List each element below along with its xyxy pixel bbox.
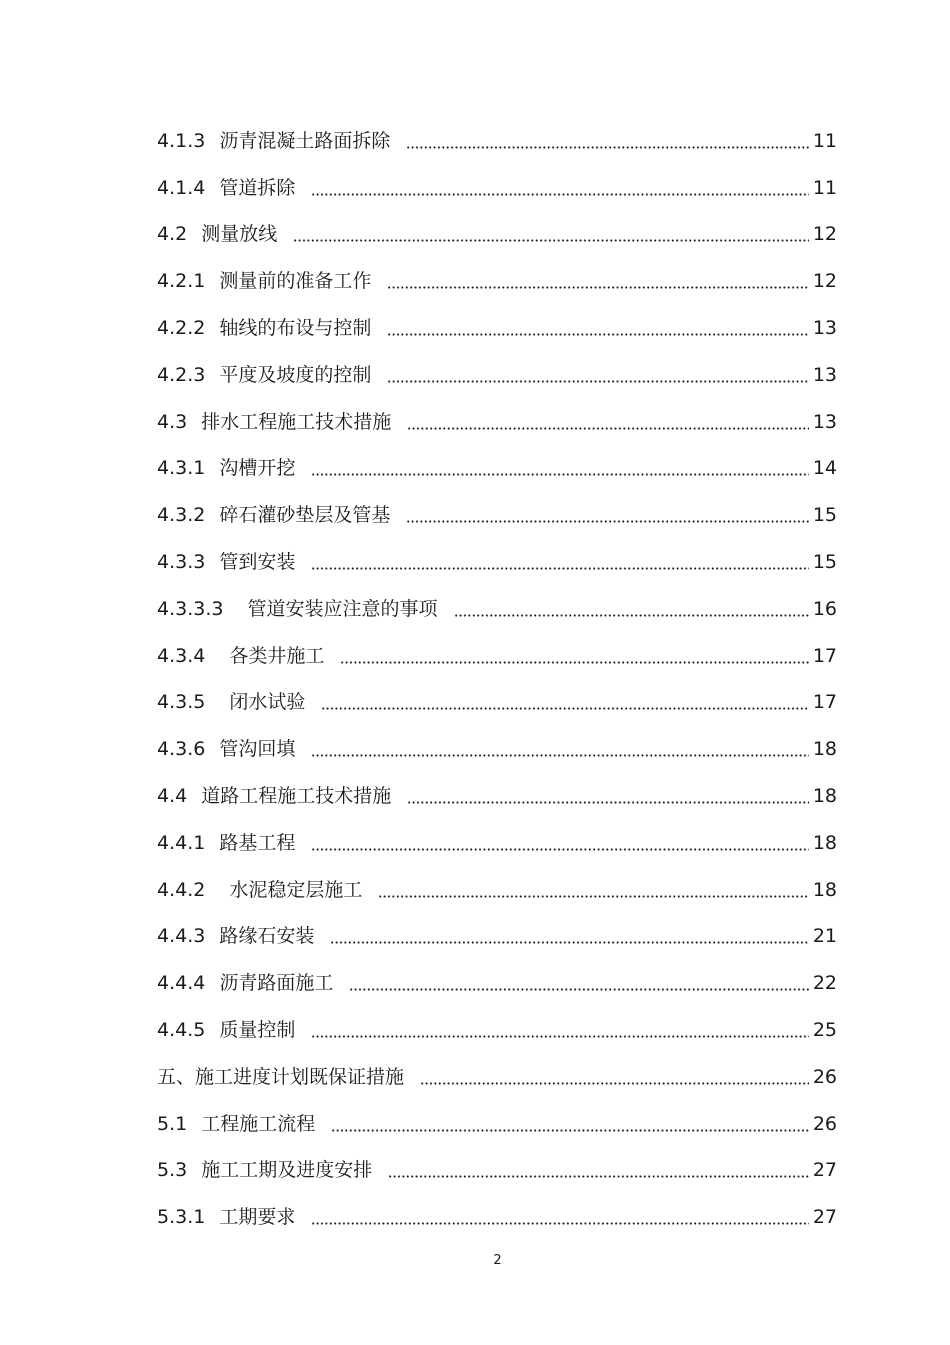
- toc-entry-number: 4.3.3.3: [157, 597, 224, 620]
- toc-entry[interactable]: [157, 165, 837, 212]
- toc-entry[interactable]: [157, 726, 837, 773]
- toc-entry-number: 4.4.5: [157, 1019, 206, 1042]
- toc-entry[interactable]: [157, 1101, 837, 1148]
- dot-leader: [311, 1035, 808, 1038]
- dot-leader: [387, 333, 808, 336]
- toc-entry-title: 质量控制: [219, 1019, 296, 1042]
- toc-entry-number: 4.4.2: [157, 878, 206, 901]
- dot-leader: [340, 661, 808, 664]
- toc-entry-title: 路缘石安装: [219, 925, 315, 948]
- toc-entry[interactable]: [157, 118, 837, 165]
- toc-entry-number: 4.1.3: [157, 129, 206, 152]
- toc-entry-page: 18: [812, 831, 837, 854]
- toc-entry-title: 管到安装: [219, 551, 296, 574]
- toc-entry-page: 13: [812, 410, 837, 433]
- toc-entry[interactable]: [157, 352, 837, 399]
- toc-entry[interactable]: [157, 399, 837, 446]
- toc-entry-page: 13: [812, 363, 837, 386]
- toc-entry-title: 测量放线: [201, 223, 278, 246]
- toc-entry-number: 5.1: [157, 1112, 188, 1135]
- toc-entry[interactable]: [157, 539, 837, 586]
- toc-entry-page: 21: [812, 925, 837, 948]
- toc-entry-page: 17: [812, 691, 837, 714]
- toc-entry-title: 沥青路面施工: [219, 972, 334, 995]
- toc-entry-page: 11: [812, 129, 837, 152]
- dot-leader: [331, 1129, 809, 1132]
- toc-entry-title: 轴线的布设与控制: [219, 317, 372, 340]
- toc-entry-page: 18: [812, 785, 837, 808]
- toc-entry-title: 路基工程: [219, 831, 296, 854]
- toc-entry[interactable]: [157, 492, 837, 539]
- page-number: 2: [493, 1253, 502, 1268]
- toc-entry-number: 4.3.4: [157, 644, 206, 667]
- toc-entry[interactable]: [157, 586, 837, 633]
- dot-leader: [406, 520, 808, 523]
- toc-entry-number: 4.2.2: [157, 317, 206, 340]
- toc-entry[interactable]: [157, 1054, 837, 1101]
- dot-leader: [349, 988, 808, 991]
- toc-entry-number: 4.2.1: [157, 270, 206, 293]
- toc-entry-number: 4.4.1: [157, 831, 206, 854]
- dot-leader: [407, 427, 809, 430]
- toc-entry-number: 5.3: [157, 1159, 188, 1182]
- dot-leader: [406, 146, 808, 149]
- toc-entry-title: 沥青混凝土路面拆除: [219, 129, 391, 152]
- toc-entry-page: 14: [812, 457, 837, 480]
- toc-entry-page: 13: [812, 317, 837, 340]
- toc-entry-title: 水泥稳定层施工: [229, 878, 363, 901]
- dot-leader: [311, 567, 808, 570]
- toc-entry-title: 工程施工流程: [201, 1112, 316, 1135]
- toc-entry-number: 4.3.5: [157, 691, 206, 714]
- toc-entry[interactable]: [157, 305, 837, 352]
- dot-leader: [387, 286, 808, 289]
- toc-entry[interactable]: [157, 1148, 837, 1195]
- dot-leader: [311, 473, 808, 476]
- toc-entry-number: 4.3.2: [157, 504, 206, 527]
- toc-entry[interactable]: [157, 867, 837, 914]
- toc-entry-title: 管道拆除: [219, 176, 296, 199]
- toc-entry[interactable]: [157, 960, 837, 1007]
- toc-entry-page: 26: [812, 1112, 837, 1135]
- dot-leader: [387, 380, 808, 383]
- dot-leader: [330, 941, 808, 944]
- dot-leader: [311, 848, 808, 851]
- toc-entry-title: 管道安装应注意的事项: [247, 597, 438, 620]
- dot-leader: [407, 801, 809, 804]
- toc-entry-title: 闭水试验: [229, 691, 306, 714]
- toc-entry-page: 22: [812, 972, 837, 995]
- toc-entry-title: 平度及坡度的控制: [219, 363, 372, 386]
- dot-leader: [311, 193, 808, 196]
- dot-leader: [420, 1082, 809, 1085]
- toc-entry-title: 测量前的准备工作: [219, 270, 372, 293]
- toc-entry-number: 4.2.3: [157, 363, 206, 386]
- toc-entry-page: 15: [812, 504, 837, 527]
- dot-leader: [311, 1222, 808, 1225]
- dot-leader: [378, 895, 808, 898]
- toc-entry[interactable]: [157, 680, 837, 727]
- toc-entry[interactable]: [157, 820, 837, 867]
- toc-entry-number: 4.3.3: [157, 551, 206, 574]
- dot-leader: [293, 239, 809, 242]
- toc-entry-title: 排水工程施工技术措施: [201, 410, 392, 433]
- toc-entry[interactable]: [157, 1194, 837, 1241]
- dot-leader: [321, 707, 808, 710]
- toc-entry-number: 4.4.3: [157, 925, 206, 948]
- toc-entry-title: 沟槽开挖: [219, 457, 296, 480]
- toc-entry-title: 各类井施工: [229, 644, 325, 667]
- toc-entry[interactable]: [157, 773, 837, 820]
- toc-entry-number: 4.1.4: [157, 176, 206, 199]
- table-of-contents: [157, 118, 837, 1241]
- toc-entry-title: 五、施工进度计划既保证措施: [157, 1065, 405, 1088]
- toc-entry[interactable]: [157, 914, 837, 961]
- toc-entry-number: 4.4.4: [157, 972, 206, 995]
- dot-leader: [454, 614, 809, 617]
- dot-leader: [311, 754, 808, 757]
- toc-entry-number: 4.3.6: [157, 738, 206, 761]
- toc-entry[interactable]: [157, 446, 837, 493]
- toc-entry-title: 碎石灌砂垫层及管基: [219, 504, 391, 527]
- toc-entry-page: 27: [812, 1159, 837, 1182]
- toc-entry-title: 工期要求: [219, 1206, 296, 1229]
- toc-entry-page: 27: [812, 1206, 837, 1229]
- toc-entry-page: 16: [812, 597, 837, 620]
- toc-entry-number: 4.4: [157, 785, 188, 808]
- toc-entry[interactable]: [157, 633, 837, 680]
- toc-entry-page: 18: [812, 878, 837, 901]
- toc-entry-number: 4.3.1: [157, 457, 206, 480]
- toc-entry-page: 12: [812, 270, 837, 293]
- toc-entry-page: 26: [812, 1065, 837, 1088]
- toc-entry-page: 12: [812, 223, 837, 246]
- toc-entry-page: 11: [812, 176, 837, 199]
- toc-entry-page: 17: [812, 644, 837, 667]
- toc-entry-title: 道路工程施工技术措施: [201, 785, 392, 808]
- toc-entry-number: 4.3: [157, 410, 188, 433]
- dot-leader: [388, 1175, 809, 1178]
- toc-entry-number: 4.2: [157, 223, 188, 246]
- toc-entry-page: 15: [812, 551, 837, 574]
- toc-entry-title: 管沟回填: [219, 738, 296, 761]
- toc-entry[interactable]: [157, 1007, 837, 1054]
- toc-entry-title: 施工工期及进度安排: [201, 1159, 373, 1182]
- toc-entry-number: 5.3.1: [157, 1206, 206, 1229]
- toc-entry-page: 25: [812, 1019, 837, 1042]
- toc-entry[interactable]: [157, 258, 837, 305]
- toc-entry-page: 18: [812, 738, 837, 761]
- toc-entry[interactable]: [157, 212, 837, 259]
